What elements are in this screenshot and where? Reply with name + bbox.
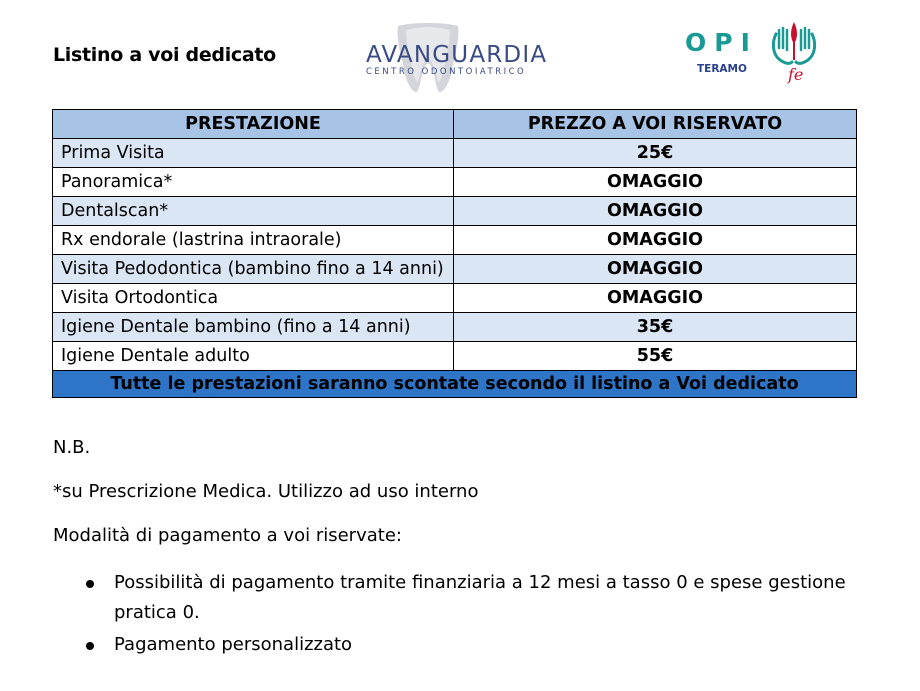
- column-header-service: PRESTAZIONE: [53, 110, 454, 139]
- avanguardia-subtitle: CENTRO ODONTOIATRICO: [366, 67, 527, 77]
- price-cell: OMAGGIO: [454, 284, 857, 313]
- opi-hands-flame-icon: [766, 20, 822, 84]
- table-footer-row: [53, 371, 857, 398]
- table-row: [53, 226, 857, 255]
- service-cell: Igiene Dentale bambino (fino a 14 anni): [53, 313, 454, 342]
- price-list-table: [52, 109, 857, 398]
- price-cell: OMAGGIO: [454, 226, 857, 255]
- table-row: [53, 313, 857, 342]
- table-header-row: [53, 110, 857, 139]
- document-title: Listino a voi dedicato: [53, 44, 276, 66]
- avanguardia-logo: [362, 20, 548, 96]
- opi-name: OPI: [685, 28, 758, 57]
- payment-options-list: [53, 568, 853, 662]
- payment-option-text: Pagamento personalizzato: [114, 634, 353, 655]
- table-row: [53, 168, 857, 197]
- price-cell: OMAGGIO: [454, 255, 857, 284]
- bullet-icon: [86, 580, 94, 588]
- price-cell: OMAGGIO: [454, 197, 857, 226]
- avanguardia-name: AVANGUARDIA: [366, 42, 548, 68]
- nb-label: N.B.: [53, 437, 91, 458]
- table-row: [53, 284, 857, 313]
- column-header-price: PREZZO A VOI RISERVATO: [454, 110, 857, 139]
- service-cell: Panoramica*: [53, 168, 454, 197]
- bullet-icon: [86, 642, 94, 650]
- table-row: [53, 197, 857, 226]
- service-cell: Prima Visita: [53, 139, 454, 168]
- price-cell: 35€: [454, 313, 857, 342]
- service-cell: Visita Ortodontica: [53, 284, 454, 313]
- service-cell: Rx endorale (lastrina intraorale): [53, 226, 454, 255]
- table-row: [53, 255, 857, 284]
- table-row: [53, 342, 857, 371]
- service-cell: Igiene Dentale adulto: [53, 342, 454, 371]
- list-item: [53, 568, 853, 628]
- price-cell: OMAGGIO: [454, 168, 857, 197]
- price-cell: 25€: [454, 139, 857, 168]
- price-cell: 55€: [454, 342, 857, 371]
- service-cell: Visita Pedodontica (bambino fino a 14 anni): [53, 255, 454, 284]
- table-row: [53, 139, 857, 168]
- opi-teramo-logo: [682, 20, 822, 84]
- opi-mark-text: fe: [788, 65, 804, 84]
- opi-subtitle: TERAMO: [697, 63, 747, 75]
- payment-intro: Modalità di pagamento a voi riservate:: [53, 525, 402, 546]
- discount-footer-note: Tutte le prestazioni saranno scontate secondo il listino a Voi dedicato: [53, 371, 857, 398]
- payment-option-text: Possibilità di pagamento tramite finanziaria a 12 mesi a tasso 0 e spese gestione pratica 0.: [114, 572, 846, 623]
- prescription-note: *su Prescrizione Medica. Utilizzo ad uso interno: [53, 481, 479, 502]
- list-item: [53, 630, 853, 660]
- service-cell: Dentalscan*: [53, 197, 454, 226]
